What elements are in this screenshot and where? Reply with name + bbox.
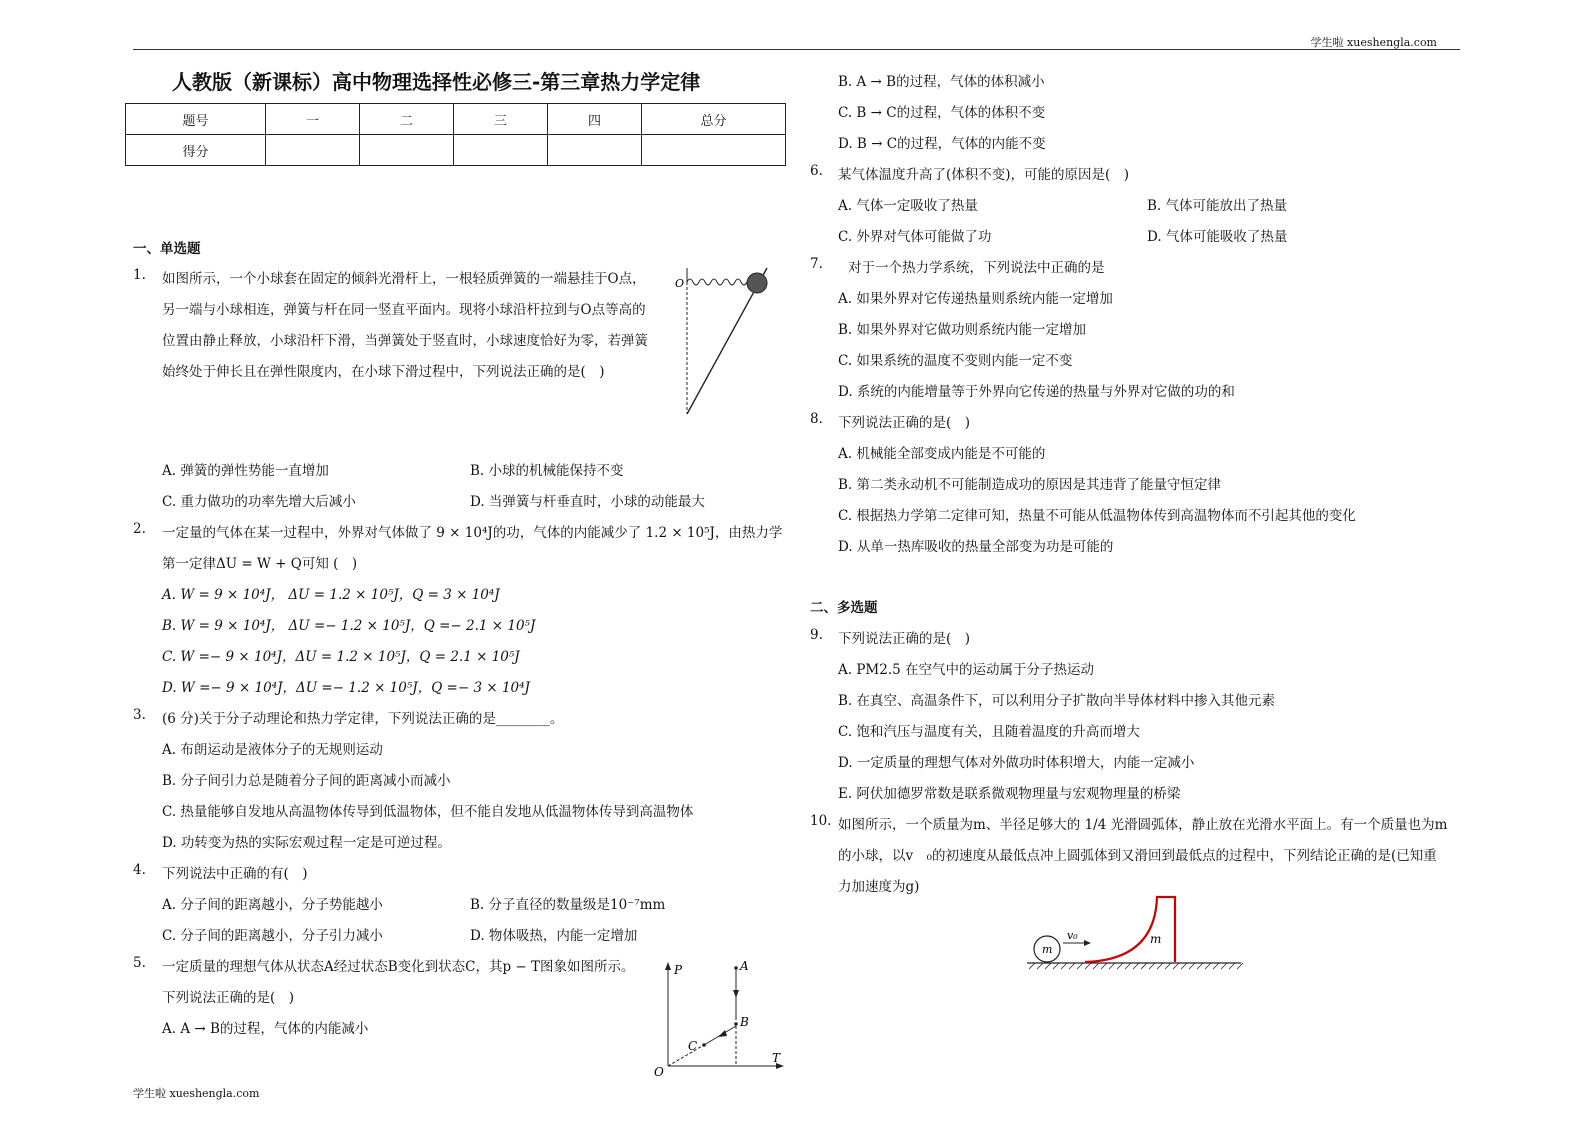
block-mass-label: m [1150, 932, 1162, 946]
score-table-row [126, 135, 786, 166]
state-label-c: C [688, 1039, 698, 1053]
q9-option-d[interactable]: D. 一定质量的理想气体对外做功时体积增大，内能一定减小 [838, 755, 1195, 771]
arc-block [1085, 897, 1175, 962]
state-a-point [734, 966, 738, 970]
q1-figure [675, 268, 785, 418]
question-number: 6. [810, 163, 823, 179]
axis-label-p: P [674, 963, 683, 977]
q10-figure [1025, 905, 1245, 975]
q2-stem-line: 第一定律ΔU = W + Q可知 ( ) [162, 556, 358, 572]
score-table [125, 103, 786, 166]
score-head-cell: 二 [360, 104, 454, 135]
score-head-cell: 一 [266, 104, 360, 135]
ground-hatch [1029, 963, 1243, 969]
q8-option-b[interactable]: B. 第二类永动机不可能制造成功的原因是其违背了能量守恒定律 [838, 477, 1222, 493]
q7-option-b[interactable]: B. 如果外界对它做功则系统内能一定增加 [838, 322, 1087, 338]
q9-option-e[interactable]: E. 阿伏加德罗常数是联系微观物理量与宏观物理量的桥梁 [838, 786, 1181, 802]
score-cell[interactable] [642, 135, 786, 166]
score-cell[interactable] [360, 135, 454, 166]
score-cell[interactable] [548, 135, 642, 166]
q2-stem-line: 一定量的气体在某一过程中，外界对气体做了 9 × 10⁴J的功，气体的内能减少了 1.2 × 10⁵J，由热力学 [162, 525, 783, 541]
q4-option-b[interactable]: B. 分子直径的数量级是10⁻⁷mm [470, 897, 666, 913]
footer-site: 学生啦 xueshengla.com [133, 1087, 260, 1100]
ball-icon [747, 273, 767, 293]
arrow-left-icon [718, 1030, 727, 1037]
state-label-a: A [740, 959, 749, 973]
q1-stem-line: 始终处于伸长且在弹性限度内，在小球下滑过程中，下列说法正确的是( ) [162, 364, 605, 380]
q5-option-d[interactable]: D. B → C的过程，气体的内能不变 [838, 136, 1046, 152]
q10-stem-line: 的小球，以v ₀的初速度从最低点冲上圆弧体到又滑回到最低点的过程中，下列结论正确的是(已知重 [838, 848, 1437, 864]
q8-option-d[interactable]: D. 从单一热库吸收的热量全部变为功是可能的 [838, 539, 1114, 555]
score-cell[interactable] [454, 135, 548, 166]
q10-stem-line: 如图所示，一个质量为m、半径足够大的 1/4 光滑圆弧体，静止放在光滑水平面上。有一个质量也为m [838, 817, 1448, 833]
q9-option-b[interactable]: B. 在真空、高温条件下，可以利用分子扩散向半导体材料中掺入其他元素 [838, 693, 1276, 709]
question-number: 3. [133, 707, 146, 723]
q3-option-c[interactable]: C. 热量能够自发地从高温物体传导到低温物体，但不能自发地从低温物体传导到高温物体 [162, 804, 694, 820]
origin-label: O [654, 1065, 664, 1079]
q1-stem-line: 位置由静止释放，小球沿杆下滑，当弹簧处于竖直时，小球速度恰好为零，若弹簧 [162, 333, 648, 349]
q4-option-a[interactable]: A. 分子间的距离越小，分子势能越小 [162, 897, 383, 913]
section-heading-single: 一、单选题 [133, 241, 201, 257]
question-number: 4. [133, 862, 146, 878]
q7-option-c[interactable]: C. 如果系统的温度不变则内能一定不变 [838, 353, 1073, 369]
page-title: 人教版（新课标）高中物理选择性必修三-第三章热力学定律 [172, 70, 701, 94]
q3-option-d[interactable]: D. 功转变为热的实际宏观过程一定是可逆过程。 [162, 835, 451, 851]
q7-option-d[interactable]: D. 系统的内能增量等于外界向它传递的热量与外界对它做的功的和 [838, 384, 1235, 400]
axis-label-t: T [772, 1051, 781, 1065]
ball-mass-label: m [1042, 943, 1053, 956]
q6-stem: 某气体温度升高了(体积不变)，可能的原因是( ) [838, 167, 1130, 183]
question-number: 2. [133, 521, 146, 537]
q4-stem: 下列说法中正确的有( ) [162, 866, 308, 882]
q9-option-a[interactable]: A. PM2.5 在空气中的运动属于分子热运动 [838, 662, 1094, 678]
q1-stem-line: 另一端与小球相连，弹簧与杆在同一竖直平面内。现将小球沿杆拉到与O点等高的 [162, 302, 646, 318]
q6-option-b[interactable]: B. 气体可能放出了热量 [1147, 198, 1288, 214]
q1-stem-line: 如图所示，一个小球套在固定的倾斜光滑杆上，一根轻质弹簧的一端悬挂于O点， [162, 271, 646, 287]
q8-stem: 下列说法正确的是( ) [838, 415, 971, 431]
point-o-label: O [675, 277, 685, 290]
score-cell: 得分 [126, 135, 266, 166]
score-head-cell: 题号 [126, 104, 266, 135]
q6-option-a[interactable]: A. 气体一定吸收了热量 [838, 198, 978, 214]
q9-stem: 下列说法正确的是( ) [838, 631, 971, 647]
q5-pt-graph [652, 959, 787, 1079]
question-number: 10. [810, 813, 832, 829]
q4-option-c[interactable]: C. 分子间的距离越小，分子引力减小 [162, 928, 383, 944]
score-head-cell: 四 [548, 104, 642, 135]
q10-stem-line: 力加速度为g) [838, 879, 920, 895]
arrow-up-icon [665, 962, 671, 970]
arrow-down-icon [733, 990, 739, 998]
q5-option-b[interactable]: B. A → B的过程，气体的体积减小 [838, 74, 1045, 90]
velocity-label: v₀ [1067, 929, 1078, 942]
q2-option-d[interactable]: D. W =− 9 × 10⁴J，ΔU =− 1.2 × 10⁵J，Q =− 3 × 10⁴J [162, 680, 530, 696]
q3-option-b[interactable]: B. 分子间引力总是随着分子间的距离减小而减小 [162, 773, 451, 789]
dashed-origin-line [668, 1045, 704, 1066]
section-heading-multi: 二、多选题 [810, 600, 878, 616]
question-number: 8. [810, 411, 823, 427]
question-number: 5. [133, 955, 146, 971]
question-number: 1. [133, 267, 146, 283]
q7-option-a[interactable]: A. 如果外界对它传递热量则系统内能一定增加 [838, 291, 1113, 307]
q2-option-b[interactable]: B. W = 9 × 10⁴J， ΔU =− 1.2 × 10⁵J，Q =− 2.1 × 10⁵J [162, 618, 536, 634]
question-number: 9. [810, 627, 823, 643]
q6-option-c[interactable]: C. 外界对气体可能做了功 [838, 229, 992, 245]
q6-option-d[interactable]: D. 气体可能吸收了热量 [1147, 229, 1288, 245]
q1-option-b[interactable]: B. 小球的机械能保持不变 [470, 463, 624, 479]
q5-option-a[interactable]: A. A → B的过程，气体的内能减小 [162, 1021, 369, 1037]
arrow-right-icon [1084, 940, 1091, 946]
score-cell[interactable] [266, 135, 360, 166]
q8-option-c[interactable]: C. 根据热力学第二定律可知，热量不可能从低温物体传到高温物体而不引起其他的变化 [838, 508, 1356, 524]
q5-option-c[interactable]: C. B → C的过程，气体的体积不变 [838, 105, 1046, 121]
header-site: 学生啦 xueshengla.com [1310, 36, 1437, 49]
q8-option-a[interactable]: A. 机械能全部变成内能是不可能的 [838, 446, 1046, 462]
q1-option-c[interactable]: C. 重力做功的功率先增大后减小 [162, 494, 356, 510]
q3-option-a[interactable]: A. 布朗运动是液体分子的无规则运动 [162, 742, 383, 758]
score-table-head-row [126, 104, 786, 135]
q1-option-a[interactable]: A. 弹簧的弹性势能一直增加 [162, 463, 329, 479]
q1-option-d[interactable]: D. 当弹簧与杆垂直时，小球的动能最大 [470, 494, 705, 510]
state-label-b: B [740, 1015, 749, 1029]
q2-option-c[interactable]: C. W =− 9 × 10⁴J，ΔU = 1.2 × 10⁵J，Q = 2.1 × 10⁵J [162, 649, 520, 665]
q5-stem-line: 下列说法正确的是( ) [162, 990, 295, 1006]
q4-option-d[interactable]: D. 物体吸热，内能一定增加 [470, 928, 638, 944]
q2-option-a[interactable]: A. W = 9 × 10⁴J， ΔU = 1.2 × 10⁵J，Q = 3 × 10⁴J [162, 587, 500, 603]
q5-stem-line: 一定质量的理想气体从状态A经过状态B变化到状态C，其p − T图象如图所示。 [162, 959, 635, 975]
q9-option-c[interactable]: C. 饱和汽压与温度有关，且随着温度的升高而增大 [838, 724, 1140, 740]
header-rule [133, 49, 1460, 50]
q3-stem: (6 分)关于分子动理论和热力学定律，下列说法正确的是________。 [162, 711, 564, 727]
q7-stem: 对于一个热力学系统，下列说法中正确的是 [848, 260, 1105, 276]
state-b-point [734, 1022, 738, 1026]
score-head-cell: 三 [454, 104, 548, 135]
question-number: 7. [810, 256, 823, 272]
state-c-point [702, 1043, 706, 1047]
score-head-cell: 总分 [642, 104, 786, 135]
